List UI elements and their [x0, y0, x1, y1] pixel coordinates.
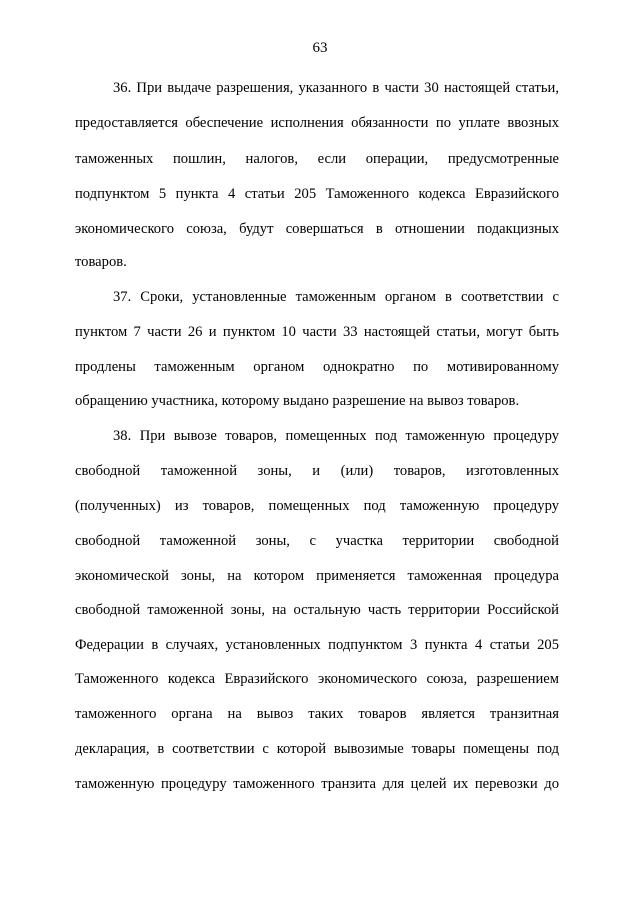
text-line: таможенного органа на вывоз таких товаров является транзитная [75, 706, 559, 722]
text-line: свободной таможенной зоны, на остальную часть территории Российской [75, 602, 559, 618]
text-line: свободной таможенной зоны, и (или) товаров, изготовленных [75, 463, 559, 479]
text-line: свободной таможенной зоны, с участка территории свободной [75, 533, 559, 549]
text-line: 38. При вывозе товаров, помещенных под таможенную процедуру [113, 428, 559, 444]
page-number: 63 [312, 40, 328, 56]
text-line: 36. При выдаче разрешения, указанного в части 30 настоящей статьи, [113, 80, 559, 96]
text-line: таможенную процедуру таможенного транзита для целей их перевозки до [75, 776, 559, 792]
text-line: Федерации в случаях, установленных подпунктом 3 пункта 4 статьи 205 [75, 637, 559, 653]
text-line: пунктом 7 части 26 и пунктом 10 части 33 настоящей статьи, могут быть [75, 324, 559, 340]
text-line: предоставляется обеспечение исполнения обязанности по уплате ввозных [75, 115, 559, 131]
text-line: 37. Сроки, установленные таможенным органом в соответствии с [113, 289, 559, 305]
text-line: экономической зоны, на котором применяется таможенная процедура [75, 568, 559, 584]
text-line: (полученных) из товаров, помещенных под таможенную процедуру [75, 498, 559, 514]
text-line: обращению участника, которому выдано разрешение на вывоз товаров. [75, 393, 520, 409]
text-line: декларация, в соответствии с которой вывозимые товары помещены под [75, 741, 559, 757]
text-line: подпунктом 5 пункта 4 статьи 205 Таможенного кодекса Евразийского [75, 186, 559, 202]
text-line: Таможенного кодекса Евразийского экономического союза, разрешением [75, 671, 559, 687]
text-line: продлены таможенным органом однократно по мотивированному [75, 359, 559, 375]
text-line: товаров. [75, 254, 127, 270]
text-line: экономического союза, будут совершаться в отношении подакцизных [75, 221, 559, 237]
text-line: таможенных пошлин, налогов, если операции, предусмотренные [75, 151, 559, 167]
